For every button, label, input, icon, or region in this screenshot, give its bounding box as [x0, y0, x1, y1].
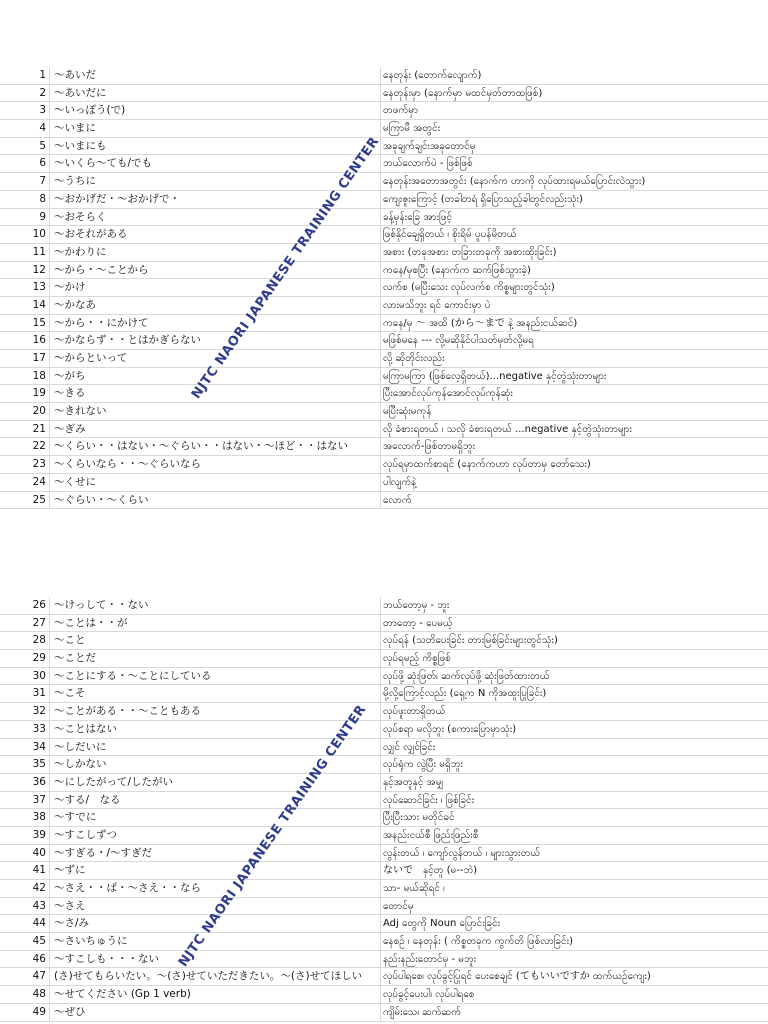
- table-row: [0, 209, 768, 227]
- myanmar-meaning: ပါလျက်နဲ့: [383, 476, 417, 488]
- myanmar-meaning: သာ- မယ်ဆိုရင် ၊: [383, 883, 445, 894]
- japanese-grammar: ～いまに: [54, 120, 381, 137]
- myanmar-meaning: လုပ်ဆောင်ခြင်း ၊ ဖြစ်ခြင်း: [383, 794, 475, 806]
- myanmar-meaning: နေတုန်းအတောအတွင်း (နောက်က ဟာကို လုပ်ထားရမယ်ပြောင်းလဲသွား): [383, 176, 646, 188]
- myanmar-meaning: နည်းနည်းတောင်မှ - မဘူး: [383, 953, 477, 965]
- row-number: 19: [20, 385, 50, 402]
- myanmar-meaning: လုပ်ဖူးတာရှိတယ်: [383, 706, 446, 718]
- table-row: [0, 845, 768, 863]
- japanese-grammar: ～くせに: [54, 474, 381, 491]
- myanmar-meaning: ဖြစ်နိုင်ချေရှိတယ် ၊ စိုးရိမ် ပူပန်မိတယ်: [383, 229, 517, 241]
- japanese-grammar: ～すこしも・・・ない: [54, 951, 381, 968]
- japanese-grammar: ～くらい・・はない・～ぐらい・・はない・～ほど・・はない: [54, 438, 381, 455]
- table-row: [0, 668, 768, 686]
- myanmar-meaning: လို ခံစားရတယ် ၊ သလို ခံစားရတယ် ...negative နှင့်တွဲသုံးတာများ: [383, 423, 632, 435]
- japanese-grammar: ～ぐらい・～くらい: [54, 492, 381, 509]
- myanmar-meaning: တောင်မှ: [383, 900, 414, 912]
- myanmar-meaning: အနည်းငယ်စီ ဖြည်းဖြည်းစီ: [383, 829, 479, 841]
- japanese-grammar: ～さいちゅうに: [54, 933, 381, 950]
- japanese-grammar: ～ことがある・・～こともある: [54, 703, 381, 720]
- japanese-grammar: ～いまにも: [54, 138, 381, 155]
- table-row: [0, 226, 768, 244]
- myanmar-meaning: မို့လို့ကြောင့်လည်း (ရှေ့က N ကိုအထူးပြုခြင်း): [383, 688, 547, 700]
- row-number: 42: [20, 880, 50, 897]
- row-number: 48: [20, 986, 50, 1003]
- japanese-grammar: ～さえ: [54, 898, 381, 915]
- table-row: [0, 368, 768, 386]
- row-number: 13: [20, 279, 50, 296]
- myanmar-meaning: တဖက်မှာ: [383, 105, 419, 117]
- myanmar-meaning: လုပ်ရမှာထက်စာရင် (နောက်ကဟာ လုပ်တာမှ တော်သေး): [383, 459, 591, 471]
- row-number: 37: [20, 792, 50, 809]
- watermark: NJTC NAORI JAPANESE TRAINING CENTER: [175, 702, 370, 970]
- row-number: 9: [20, 209, 50, 226]
- japanese-grammar: ～こそ: [54, 685, 381, 702]
- row-number: 47: [20, 968, 50, 985]
- myanmar-meaning: ပြီးပြီးသား မတိုင်ခင်: [383, 812, 455, 824]
- japanese-grammar: ～から・～ことから: [54, 262, 381, 279]
- myanmar-meaning: လုပ်စရာ မလိုဘူး (စကားပြောမှာသုံး): [383, 723, 517, 735]
- row-number: 36: [20, 774, 50, 791]
- row-number: 35: [20, 756, 50, 773]
- japanese-grammar: ～さ/み: [54, 915, 381, 932]
- table-row: [0, 244, 768, 262]
- row-number: 39: [20, 827, 50, 844]
- japanese-grammar: ～うちに: [54, 173, 381, 190]
- row-number: 5: [20, 138, 50, 155]
- myanmar-meaning: အခုချက်ချင်းအခုတောင်မှ: [383, 140, 476, 152]
- table-row: [0, 67, 768, 85]
- myanmar-meaning: နေတုန်းမှာ (နောက်မှာ မထင်မှတ်တာထဖြစ်): [383, 87, 543, 99]
- table-row: [0, 880, 768, 898]
- japanese-grammar: ～おかげだ・～おかげで・: [54, 191, 381, 208]
- myanmar-meaning: နေစဉ် ၊ နေတုန်း ( ကိစ္စတခုက ကွက်တိ ဖြစ်လာခြင်း): [383, 936, 574, 948]
- row-number: 46: [20, 951, 50, 968]
- table-row: [0, 951, 768, 969]
- row-number: 34: [20, 739, 50, 756]
- table-row: [0, 102, 768, 120]
- japanese-grammar: ～いくら～ても/でも: [54, 155, 381, 172]
- row-number: 12: [20, 262, 50, 279]
- row-number: 7: [20, 173, 50, 190]
- row-number: 17: [20, 350, 50, 367]
- table-row: [0, 632, 768, 650]
- myanmar-meaning: မဖြစ်မနေ --- လို့မဆိုနိုင်ပါသတ်မှတ်လို့မရ: [383, 335, 534, 347]
- row-number: 22: [20, 438, 50, 455]
- myanmar-meaning: ကျေးဇူးကြောင့် (တခါတရံ ရှိပြောသည့်ခါတွင်လည်းသုံး): [383, 193, 583, 205]
- japanese-grammar: ～から・・にかけて: [54, 315, 381, 332]
- table-row: [0, 385, 768, 403]
- table-row: [0, 155, 768, 173]
- table-row: [0, 968, 768, 986]
- japanese-grammar: ～いっぽう(で): [54, 102, 381, 119]
- japanese-grammar: ～さえ・・ば・～さえ・・なら: [54, 880, 381, 897]
- row-number: 2: [20, 85, 50, 102]
- japanese-grammar: ～かならず・・とはかぎらない: [54, 332, 381, 349]
- table-row: [0, 492, 768, 510]
- watermark: NJTC NAORI JAPANESE TRAINING CENTER: [188, 134, 383, 402]
- row-number: 8: [20, 191, 50, 208]
- table-row: [0, 986, 768, 1004]
- table-row: [0, 297, 768, 315]
- table-row: [0, 915, 768, 933]
- row-number: 24: [20, 474, 50, 491]
- row-number: 3: [20, 102, 50, 119]
- vocab-table-1: [0, 67, 768, 509]
- japanese-grammar: ～きれない: [54, 403, 381, 420]
- japanese-grammar: ～くらいなら・・～ぐらいなら: [54, 456, 381, 473]
- table-row: [0, 315, 768, 333]
- myanmar-meaning: နှင့်အတူနှင့် အမျှ: [383, 776, 444, 788]
- row-number: 15: [20, 315, 50, 332]
- myanmar-meaning: ကနေ/မှစပြီး (နောက်က ဆက်ဖြစ်သွားခဲ့): [383, 264, 531, 276]
- japanese-grammar: ～おそらく: [54, 209, 381, 226]
- row-number: 44: [20, 915, 50, 932]
- row-number: 41: [20, 862, 50, 879]
- table-row: [0, 898, 768, 916]
- japanese-grammar: ～ことはない: [54, 721, 381, 738]
- japanese-grammar: ～あいだ: [54, 67, 381, 84]
- japanese-grammar: ～しかない: [54, 756, 381, 773]
- myanmar-meaning: လုပ်ရုံက လွဲပြီး မရှိဘူး: [383, 759, 463, 771]
- japanese-grammar: ～けっして・・ない: [54, 597, 381, 614]
- japanese-grammar: ～ことにする・～ことにしている: [54, 668, 381, 685]
- myanmar-meaning: အလောက်-ဖြစ်တာမရှိဘူး: [383, 441, 475, 453]
- japanese-grammar: ～にしたがって/したがい: [54, 774, 381, 791]
- myanmar-meaning: ပြီးအောင်လုပ်ကုန်အောင်လုပ်ကုန်ဆုံး: [383, 388, 513, 400]
- row-number: 4: [20, 120, 50, 137]
- japanese-grammar: ～がち: [54, 368, 381, 385]
- row-number: 38: [20, 809, 50, 826]
- row-number: 20: [20, 403, 50, 420]
- table-row: [0, 138, 768, 156]
- japanese-grammar: ～かわりに: [54, 244, 381, 261]
- row-number: 25: [20, 492, 50, 509]
- row-number: 26: [20, 597, 50, 614]
- myanmar-meaning: လျှင် လျှင်ခြင်း: [383, 741, 436, 753]
- myanmar-meaning: အစား (တခုအစား တခြားတခုကို အစားထိုးခြင်း): [383, 246, 557, 258]
- row-number: 14: [20, 297, 50, 314]
- row-number: 45: [20, 933, 50, 950]
- japanese-grammar: ～かけ: [54, 279, 381, 296]
- table-row: [0, 650, 768, 668]
- table-row: [0, 332, 768, 350]
- myanmar-meaning: လားမသိဘူး ရင် ကောင်းမှာ ပဲ: [383, 299, 491, 311]
- table-row: [0, 403, 768, 421]
- japanese-grammar: ～すこしずつ: [54, 827, 381, 844]
- row-number: 49: [20, 1004, 50, 1021]
- table-row: [0, 120, 768, 138]
- table-row: [0, 173, 768, 191]
- row-number: 30: [20, 668, 50, 685]
- myanmar-meaning: လို့ ဆိုတိုင်းလည်း: [383, 353, 445, 364]
- table-row: [0, 721, 768, 739]
- japanese-grammar: ～ぎみ: [54, 421, 381, 438]
- row-number: 18: [20, 368, 50, 385]
- table-row: [0, 456, 768, 474]
- table-row: [0, 438, 768, 456]
- japanese-grammar: ～ずに: [54, 862, 381, 879]
- myanmar-meaning: မကြာမကြာ (ဖြစ်လေ့ရှိတယ်)...negative နှင့်တွဲသုံးတာများ: [383, 370, 607, 382]
- japanese-grammar: ～ことは・・が: [54, 615, 381, 632]
- row-number: 11: [20, 244, 50, 261]
- japanese-grammar: ～すぎる・/～すぎだ: [54, 845, 381, 862]
- row-number: 32: [20, 703, 50, 720]
- japanese-grammar: ～ぜひ: [54, 1004, 381, 1021]
- japanese-grammar: ～かなあ: [54, 297, 381, 314]
- table-row: [0, 685, 768, 703]
- myanmar-meaning: လုပ်ဖို့ ဆုံးဖြတ်၊ ဆက်လုပ်ဖို့ ဆုံးဖြတ်ထားတယ်: [383, 670, 550, 682]
- table-row: [0, 262, 768, 280]
- table-row: [0, 421, 768, 439]
- table-row: [0, 1004, 768, 1022]
- myanmar-meaning: ခန့်မှန်းခြေ အားဖြင့်: [383, 211, 453, 223]
- myanmar-meaning: ကျိမ်းသေ၊ ဆက်ဆက်: [383, 1006, 461, 1018]
- row-number: 29: [20, 650, 50, 667]
- table-row: [0, 279, 768, 297]
- row-number: 6: [20, 155, 50, 172]
- table-row: [0, 809, 768, 827]
- myanmar-meaning: တာတော့ - ပေမယ့်: [383, 617, 453, 629]
- table-row: [0, 739, 768, 757]
- table-row: [0, 615, 768, 633]
- row-number: 31: [20, 685, 50, 702]
- row-number: 27: [20, 615, 50, 632]
- myanmar-meaning: မပြီးဆုံးမကုန်: [383, 406, 432, 418]
- row-number: 43: [20, 898, 50, 915]
- myanmar-meaning: မကြာမီ အတွင်း: [383, 123, 441, 135]
- table-row: [0, 191, 768, 209]
- myanmar-meaning: ဘယ်တော့မှ - ဘူး: [383, 600, 450, 611]
- japanese-grammar: ～する/ なる: [54, 792, 381, 809]
- row-number: 40: [20, 845, 50, 862]
- table-row: [0, 756, 768, 774]
- myanmar-meaning: လုပ်ပါရစေ၊ လုပ်ခွင့်ပြုရင် ပေးစေချင် (てもいいですか ထက်ယဉ်ကျေး): [383, 971, 651, 983]
- row-number: 23: [20, 456, 50, 473]
- myanmar-meaning: ဘယ်လောက်ပဲ - ဖြစ်ဖြစ်: [383, 158, 473, 170]
- table-row: [0, 862, 768, 880]
- myanmar-meaning: နေတုန်း (တောက်လျောက်): [383, 70, 482, 81]
- table-row: [0, 774, 768, 792]
- japanese-grammar: ～きる: [54, 385, 381, 402]
- table-row: [0, 350, 768, 368]
- row-number: 33: [20, 721, 50, 738]
- row-number: 1: [20, 67, 50, 84]
- japanese-grammar: ～おそれがある: [54, 226, 381, 243]
- table-row: [0, 792, 768, 810]
- row-number: 16: [20, 332, 50, 349]
- myanmar-meaning: Adj တွေကို Noun ပြောင်းခြင်း: [383, 918, 501, 930]
- table-row: [0, 933, 768, 951]
- myanmar-meaning: ないで နှင့်တူ (မ--ဘဲ): [383, 865, 477, 877]
- table-row: [0, 85, 768, 103]
- vocab-table-2: [0, 597, 768, 1022]
- table-row: [0, 827, 768, 845]
- japanese-grammar: ～すでに: [54, 809, 381, 826]
- myanmar-meaning: လက်စ (မပြီးသေး လုပ်လက်စ ကိစ္စများတွင်သုံး): [383, 282, 555, 294]
- myanmar-meaning: လုပ်ရန် (သတိပေးခြင်း တားမြစ်ခြင်းများတွင်သုံး): [383, 635, 558, 647]
- myanmar-meaning: ကနေ/မှ ～ အထိ (から～まで နဲ့ အနည်းငယ်ဆင်): [383, 317, 578, 329]
- row-number: 21: [20, 421, 50, 438]
- row-number: 28: [20, 632, 50, 649]
- japanese-grammar: ～こと: [54, 632, 381, 649]
- japanese-grammar: ～あいだに: [54, 85, 381, 102]
- myanmar-meaning: လွန်းတယ် ၊ ကျော်လွန်တယ် ၊ များသွားတယ်: [383, 847, 541, 859]
- myanmar-meaning: လုပ်ခွင့်ပေးပါ၊ လုပ်ပါရစေ: [383, 989, 475, 1001]
- table-row: [0, 597, 768, 615]
- japanese-grammar: ～せてください (Gp 1 verb): [54, 986, 381, 1003]
- row-number: 10: [20, 226, 50, 243]
- japanese-grammar: ～からといって: [54, 350, 381, 367]
- table-row: [0, 474, 768, 492]
- table-row: [0, 703, 768, 721]
- japanese-grammar: (さ)せてもらいたい。～(さ)せていただきたい。～(さ)せてほしい: [54, 968, 381, 985]
- japanese-grammar: ～ことだ: [54, 650, 381, 667]
- japanese-grammar: ～しだいに: [54, 739, 381, 756]
- myanmar-meaning: လုပ်ရမည့် ကိစ္စဖြစ်: [383, 653, 451, 665]
- myanmar-meaning: လောက်: [383, 494, 412, 506]
